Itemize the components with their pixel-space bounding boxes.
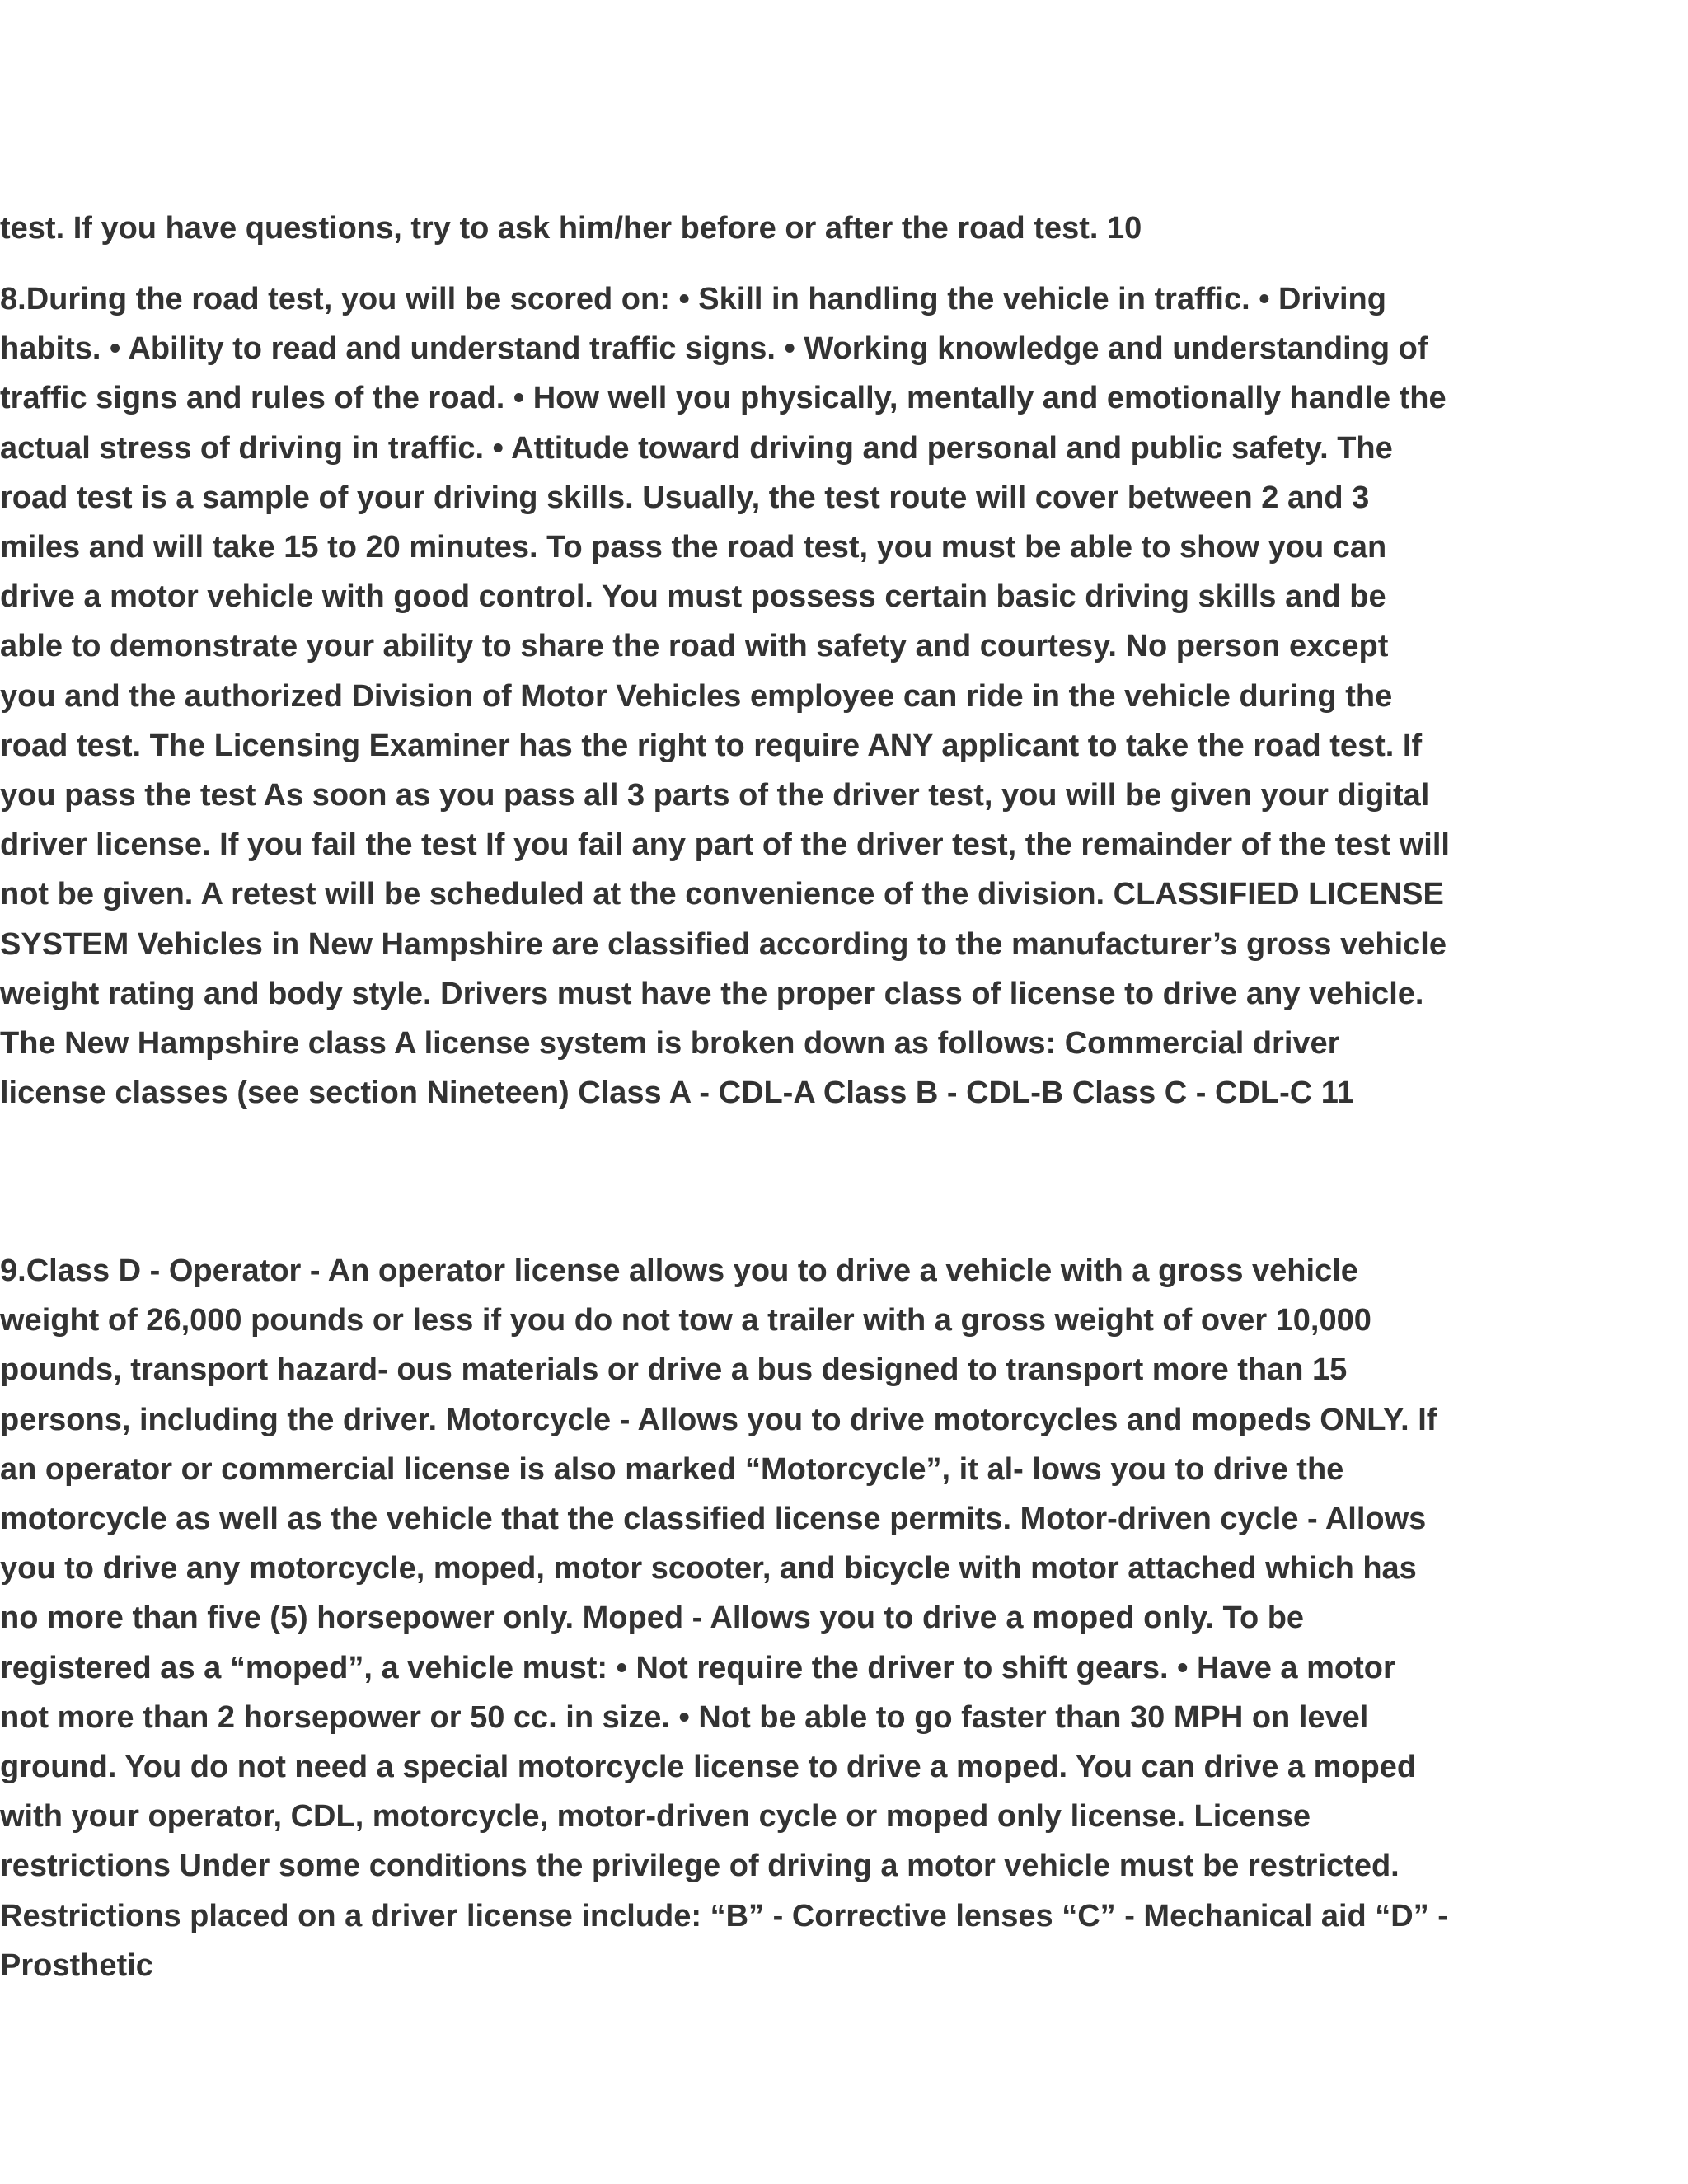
paragraph-license-classes: 9.Class D - Operator - An operator license allows you to drive a vehicle with a gross vehicle weight of 26,000 pounds or less if you do not tow a trailer with a gross weight of over 10,000 pounds, transport hazard- ous materials or drive a bus designed to transport more than 15 persons, including the driver. Motorcycle - Allows you to drive motorcycles and mopeds ONLY. If an operator or commercial license is also marked “Motorcycle”, it al- lows you to drive the motorcycle as well as the vehicle that the classified license permits. Motor-driven cycle - Allows you to drive any motorcycle, moped, motor scooter, and bicycle with motor attached which has no more than five (5) horsepower only. Moped - Allows you to drive a moped only. To be registered as a “moped”, a vehicle must: • Not require the driver to shift gears. • Have a motor not more than 2 horsepower or 50 cc. in size. • Not be able to go faster than 30 MPH on level ground. You do not need a special motorcycle license to drive a moped. You can drive a moped with your operator, CDL, motorcycle, motor-driven cycle or moped only license. License restrictions Under some conditions the privilege of driving a motor vehicle must be restricted. Restrictions placed on a driver license include: “B” - Corrective lenses “C” - Mechanical aid “D” - Prosthetic — [0, 1254, 1448, 1983]
paragraph-road-test-scoring: 8.During the road test, you will be scored on: • Skill in handling the vehicle in traffic. • Driving habits. • Ability to read and understand traffic signs. • Working knowledge and understanding of traffic signs and rules of the road. • How well you physically, mentally and emotionally handle the actual stress of driving in traffic. • Attitude toward driving and personal and public safety. The road test is a sample of your driving skills. Usually, the test route will cover between 2 and 3 miles and will take 15 to 20 minutes. To pass the road test, you must be able to show you can drive a motor vehicle with good control. You must possess certain basic driving skills and be able to demonstrate your ability to share the road with safety and courtesy. No person except you and the authorized Division of Motor Vehicles employee can ride in the vehicle during the road test. The Licensing Examiner has the right to require ANY applicant to take the road test. If you pass the test As soon as you pass all 3 parts of the driver test, you will be given your digital driver license. If you fail the test If you fail any part of the driver test, the remainder of the test will not be given. A retest will be scheduled at the convenience of the division. CLASSIFIED LICENSE SYSTEM Vehicles in New Hampshire are classified according to the manufacturer’s gross vehicle weight rating and body style. Drivers must have the proper class of license to drive any vehicle. The New Hampshire class A license system is broken down as follows: Commercial driver license classes (see section Nineteen) Class A - CDL-A Class B - CDL-B Class C - CDL-C 11 — [0, 282, 1450, 1111]
paragraph-test-questions: test. If you have questions, try to ask him/her before or after the road test. 10 — [0, 211, 1142, 246]
